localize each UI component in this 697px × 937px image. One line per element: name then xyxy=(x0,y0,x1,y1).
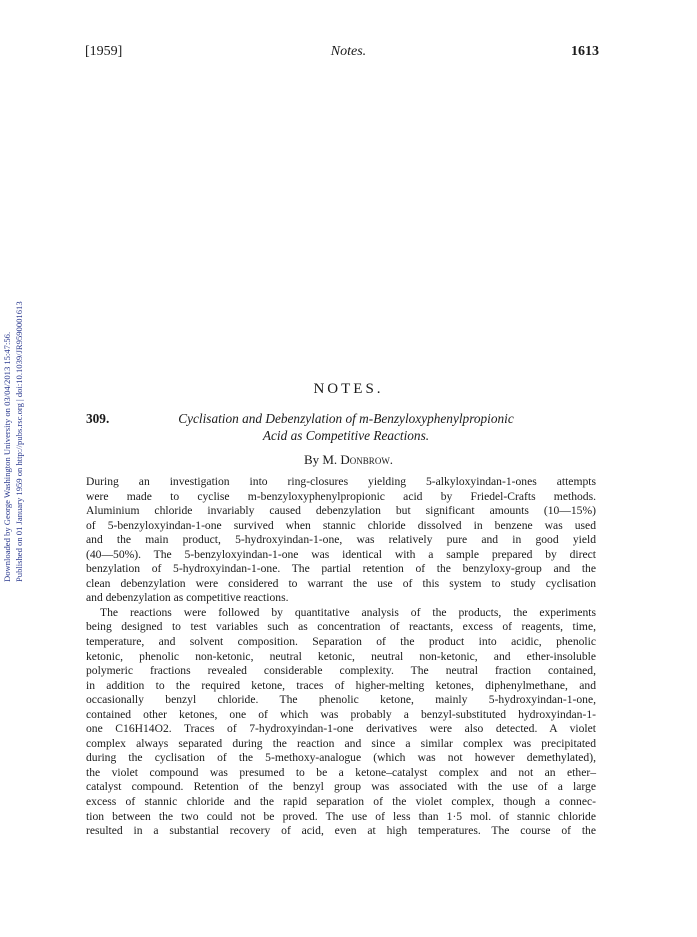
body-line: tion between the two could not be proved. The use of less than 1·5 mol. of stannic chloride xyxy=(86,809,596,823)
article-number: 309. xyxy=(86,411,110,426)
body-line: Aluminium chloride invariably caused debenzylation but significant amounts (10—15%) xyxy=(86,504,596,518)
article-title xyxy=(86,410,606,444)
body-line: in addition to the required ketone, traces of higher-melting ketones, diphenylmethane, and xyxy=(86,678,596,692)
body-line: the violet compound was presumed to be a ketone–catalyst complex and not an ether– xyxy=(86,765,596,779)
body-line: catalyst compound. Retention of the benzyl group was associated with the use of a large xyxy=(86,780,596,794)
byline xyxy=(0,452,697,468)
body-line: polymeric fractions revealed considerable complexity. The neutral fraction contained, xyxy=(86,664,596,678)
body-line: being designed to test variables such as concentration of reactants, excess of reagents, time, xyxy=(86,620,596,634)
header-page-number: 1613 xyxy=(571,44,599,59)
download-notice[interactable]: Downloaded by George Washington University on 03/04/2013 15:47:56. xyxy=(2,331,12,582)
body-line: one C16H14O2. Traces of 7-hydroxyindan-1-one derivatives were also detected. A violet xyxy=(86,722,596,736)
header-year: [1959] xyxy=(85,44,123,59)
body-line: occasionally benzyl chloride. The phenolic ketone, mainly 5-hydroxyindan-1-one, xyxy=(86,693,596,707)
body-line: (40—50%). The 5-benzyloxyindan-1-one was identical with a sample prepared by direct xyxy=(86,547,596,561)
notes-heading: NOTES. xyxy=(313,381,384,397)
body-line: contained other ketones, one of which was probably a benzyl-substituted hydroxyindan-1- xyxy=(86,707,596,721)
body-line: and the main product, 5-hydroxyindan-1-one, was relatively pure and in good yield xyxy=(86,533,596,547)
body-line: temperature, and solvent composition. Separation of the product into acidic, phenolic xyxy=(86,635,596,649)
byline-prefix: By M. xyxy=(303,452,338,467)
body-line: During an investigation into ring-closures yielding 5-alkyloxyindan-1-ones attempts xyxy=(86,475,596,488)
author-name: Donbrow. xyxy=(340,452,394,467)
body-line: excess of stannic chloride and the rapid separation of the violet complex, though a connec- xyxy=(86,795,596,809)
body-line: The reactions were followed by quantitative analysis of the products, the experiments xyxy=(100,605,596,619)
body-line: complex always separated during the reaction and since a similar complex was precipitated xyxy=(86,736,596,750)
body-line: ketonic, phenolic non-ketonic, neutral ketonic, neutral non-ketonic, and ether-insoluble xyxy=(86,649,596,663)
title-line-2: Acid as Competitive Reactions. xyxy=(262,428,430,443)
body-line: benzylation of 5-hydroxyindan-1-one. The partial retention of the benzyloxy-group and the xyxy=(86,562,596,576)
body-line: clean debenzylation were considered to warrant the use of this system to study cyclisation xyxy=(86,576,596,590)
title-line-1: Cyclisation and Debenzylation of m-Benzyloxyphenylpropionic xyxy=(178,411,514,426)
header-section: Notes. xyxy=(330,44,367,59)
body-text xyxy=(86,475,596,839)
body-line: of 5-benzyloxyindan-1-one survived when stannic chloride dissolved in benzene was used xyxy=(86,518,596,532)
body-line: were made to cyclise m-benzyloxyphenylpropionic acid by Friedel-Crafts methods. xyxy=(86,489,596,503)
publication-notice[interactable]: Published on 01 January 1959 on http://pubs.rsc.org | doi:10.1039/JR9590001613 xyxy=(14,301,24,582)
body-line: resulted in a substantial recovery of acid, even at high temperatures. The course of the xyxy=(86,824,596,838)
body-line: during the cyclisation of the 5-methoxy-analogue (which was not however demethylated), xyxy=(86,751,596,765)
body-line: and debenzylation as competitive reactions. xyxy=(86,591,289,605)
